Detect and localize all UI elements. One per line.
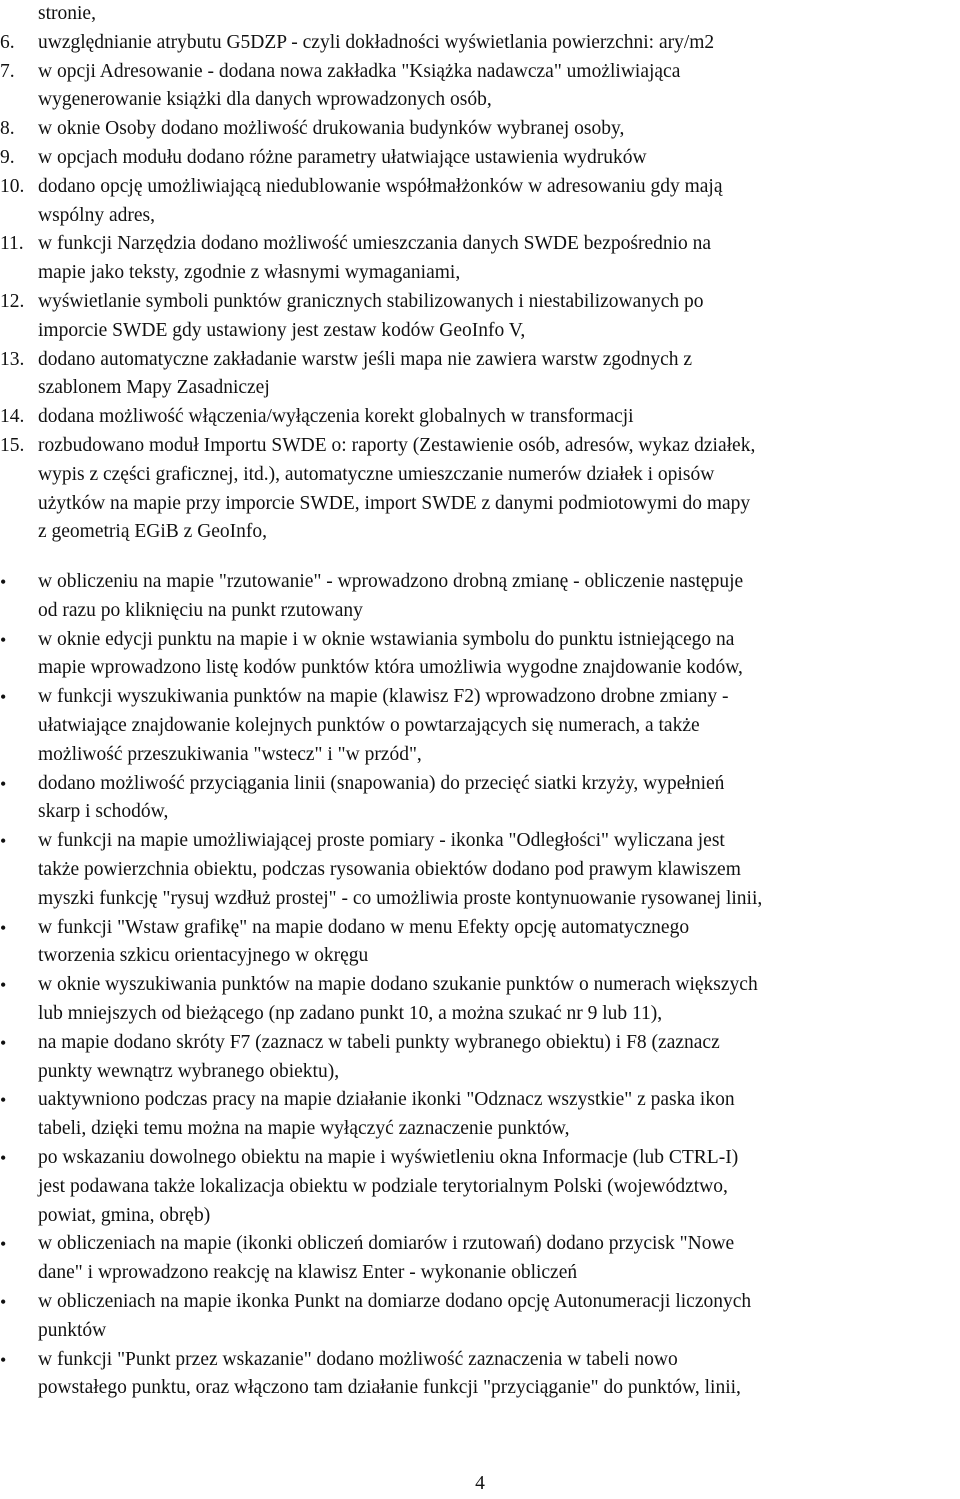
bullet-item [0,1029,958,1087]
item-line: dodano automatyczne zakładanie warstw jeśli mapa nie zawiera warstw zgodnych z [38,348,693,370]
bullet-item [0,914,958,972]
item-line: na mapie dodano skróty F7 (zaznacz w tabeli punkty wybranego obiektu) i F8 (zaznacz [38,1031,720,1053]
numbered-item [0,403,958,432]
item-line: w obliczeniu na mapie "rzutowanie" - wprowadzono drobną zmianę - obliczenie następuje [38,571,744,592]
item-number: 15. [0,435,25,456]
item-line: od razu po kliknięciu na punkt rzutowany [38,599,363,621]
item-number: 7. [0,60,15,82]
item-line: w obliczeniach na mapie ikonka Punkt na domiarze dodano opcję Autonumeracji liczonych [38,1291,752,1312]
item-number: 13. [0,348,25,370]
item-line: jest podawana także lokalizacja obiektu w podziale terytorialnym Polski (województwo, [38,1175,728,1197]
page-number: 4 [475,1473,485,1494]
numbered-item [0,173,958,231]
bullet-glyph: • [0,1292,7,1312]
item-line: dane" i wprowadzono reakcję na klawisz Enter - wykonanie obliczeń [38,1262,578,1284]
bullet-glyph: • [0,1090,7,1111]
numbered-item [0,115,958,144]
item-line: myszki funkcję "rysuj wzdłuż prostej" - co umożliwia proste kontynuowanie rysowanej linii, [38,887,763,909]
item-line: mapie wprowadzono listę kodów punktów która umożliwia wygodne znajdowanie kodów, [38,657,743,679]
item-line: wyświetlanie symboli punktów granicznych stabilizowanych i niestabilizowanych po [38,291,704,312]
bullet-glyph: • [0,831,7,852]
bullet-item [0,626,958,684]
item-line: w obliczeniach na mapie (ikonki obliczeń domiarów i rzutowań) dodano przycisk "Nowe [38,1233,735,1255]
bullet-glyph: • [0,917,7,938]
item-number: 10. [0,175,25,197]
item-line: tworzenia szkicu orientacyjnego w okręgu [38,945,369,967]
bullet-item [0,1346,958,1404]
item-line: możliwość przeszukiwania "wstecz" i "w przód", [38,743,422,765]
item-line: dodana możliwość włączenia/wyłączenia korekt globalnych w transformacji [38,406,634,428]
item-line: użytków na mapie przy imporcie SWDE, import SWDE z danymi podmiotowymi do mapy [38,492,751,514]
item-number: 11. [0,233,24,255]
bullet-glyph: • [0,975,7,996]
bullet-item [0,827,958,913]
item-line: szablonem Mapy Zasadniczej [38,377,270,399]
item-number: 12. [0,291,25,312]
bullet-item [0,1288,958,1346]
item-number: 6. [0,31,15,53]
bullet-glyph: • [0,572,7,592]
item-number: 14. [0,406,25,428]
item-line: punkty wewnątrz wybranego obiektu), [38,1060,340,1082]
bullet-item [0,770,958,828]
continuation-text [38,0,958,29]
item-line: w opcjach modułu dodano różne parametry ułatwiające ustawienia wydruków [38,147,647,168]
item-line: powstałego punktu, oraz włączono tam działanie funkcji "przyciąganie" do punktów, linii, [38,1377,741,1399]
continuation-line: stronie, [38,3,96,24]
item-line: w funkcji "Punkt przez wskazanie" dodano możliwość zaznaczenia w tabeli nowo [38,1348,678,1370]
item-line: rozbudowano moduł Importu SWDE o: raporty (Zestawienie osób, adresów, wykaz działek, [38,435,756,456]
bullet-item [0,683,958,769]
item-line: ułatwiające znajdowanie kolejnych punktów o powtarzających się numerach, a także [38,714,700,736]
item-line: wypis z części graficznej, itd.), automatyczne umieszczanie numerów działek i opisów [38,463,715,485]
item-line: po wskazaniu dowolnego obiektu na mapie i wyświetleniu okna Informacje (lub CTRL-I) [38,1147,739,1168]
item-line: wygenerowanie książki dla danych wprowadzonych osób, [38,89,492,111]
item-line: w oknie Osoby dodano możliwość drukowania budynków wybranej osoby, [38,118,625,140]
item-line: w funkcji na mapie umożliwiającej proste pomiary - ikonka "Odległości" wyliczana jest [38,830,725,852]
bullet-glyph: • [0,1032,7,1053]
item-line: imporcie SWDE gdy ustawiony jest zestaw kodów GeoInfo V, [38,319,526,341]
item-line: także powierzchnia obiektu, podczas rysowania obiektów dodano pod prawym klawiszem [38,858,741,880]
numbered-item [0,144,958,173]
numbered-item [0,58,958,116]
numbered-item [0,288,958,346]
item-line: uwzględnianie atrybutu G5DZP - czyli dokładności wyświetlania powierzchni: ary/m2 [38,31,715,53]
bullet-glyph: • [0,773,7,794]
item-line: lub mniejszych od bieżącego (np zadano punkt 10, a można szukać nr 9 lub 11), [38,1002,663,1024]
bullet-item [0,1086,958,1144]
item-line: tabeli, dzięki temu można na mapie wyłączyć zaznaczenie punktów, [38,1118,570,1140]
bullet-glyph: • [0,687,7,708]
numbered-item [0,432,958,547]
item-line: wspólny adres, [38,204,155,226]
bullet-glyph: • [0,629,7,650]
item-line: w oknie wyszukiwania punktów na mapie dodano szukanie punktów o numerach większych [38,974,758,996]
item-line: punktów [38,1319,107,1341]
item-line: dodano możliwość przyciągania linii (snapowania) do przecięć siatki krzyży, wypełnień [38,772,725,794]
item-line: z geometrią EGiB z GeoInfo, [38,521,268,543]
item-line: mapie jako teksty, zgodnie z własnymi wymaganiami, [38,262,461,284]
item-line: powiat, gmina, obręb) [38,1204,211,1226]
item-number: 8. [0,118,15,140]
item-line: w oknie edycji punktu na mapie i w oknie wstawiania symbolu do punktu istniejącego na [38,628,735,650]
bullet-item [0,971,958,1029]
item-line: dodano opcję umożliwiającą niedublowanie współmałżonków w adresowaniu gdy mają [38,175,723,197]
bullet-glyph: • [0,1148,7,1168]
numbered-item [0,230,958,288]
bullet-item [0,1230,958,1288]
bullet-glyph: • [0,1234,7,1255]
bullet-glyph: • [0,1349,7,1370]
numbered-item [0,346,958,404]
item-line: w funkcji "Wstaw grafikę" na mapie dodano w menu Efekty opcję automatycznego [38,916,690,938]
item-line: w opcji Adresowanie - dodana nowa zakładka "Książka nadawcza" umożliwiająca [38,60,681,82]
item-line: skarp i schodów, [38,801,169,823]
item-line: uaktywniono podczas pracy na mapie działanie ikonki "Odznacz wszystkie" z paska ikon [38,1089,735,1111]
numbered-item [0,29,958,58]
item-line: w funkcji Narzędzia dodano możliwość umieszczania danych SWDE bezpośrednio na [38,233,712,255]
bullet-item [0,1144,958,1230]
item-number: 9. [0,147,15,168]
item-line: w funkcji wyszukiwania punktów na mapie (klawisz F2) wprowadzono drobne zmiany - [38,686,729,708]
bullet-item [0,568,958,626]
